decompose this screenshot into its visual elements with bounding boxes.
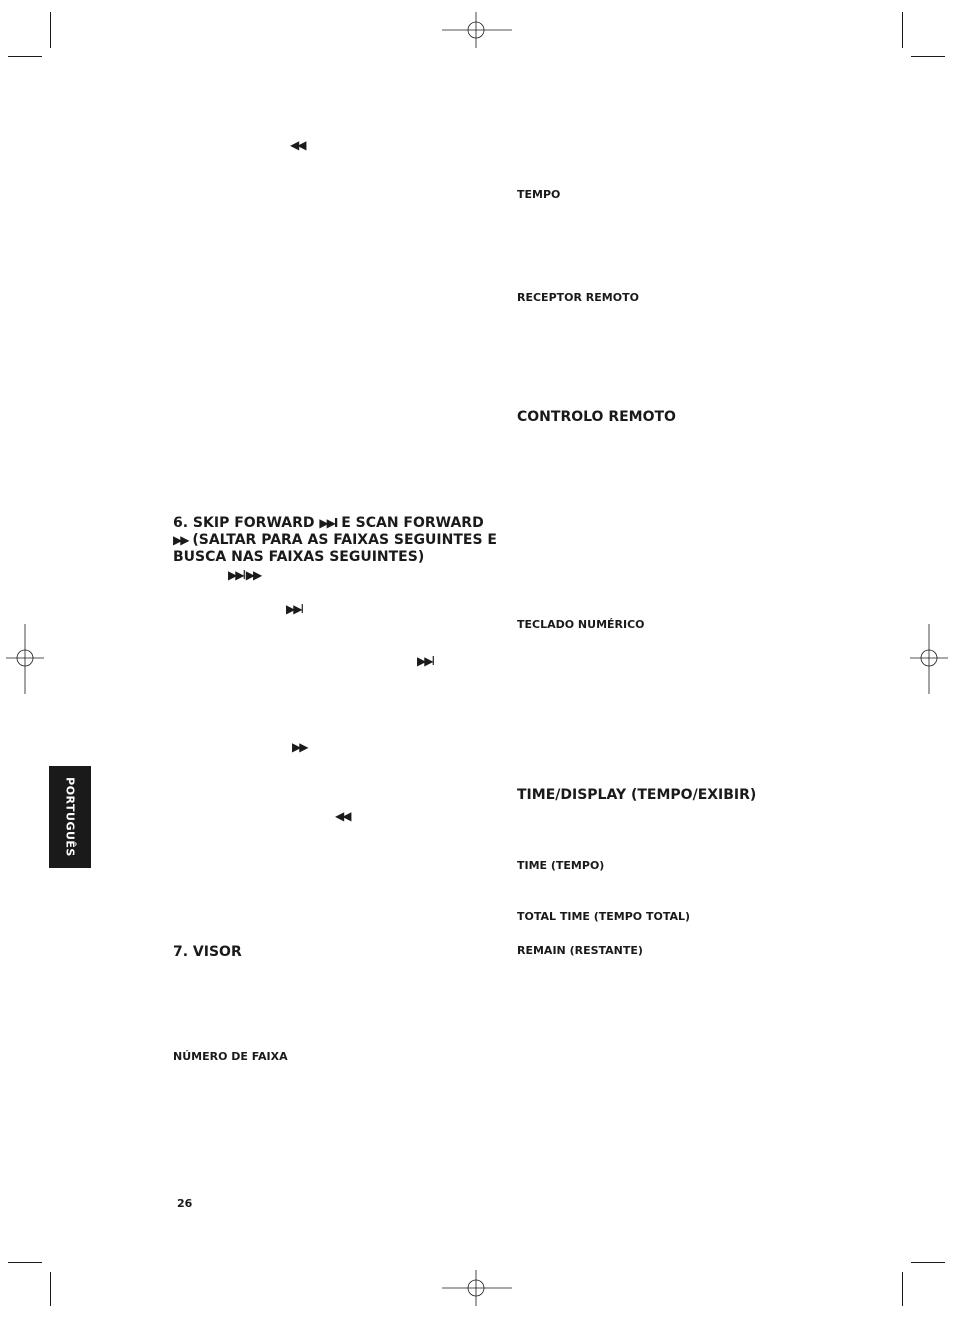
scan-forward-icon: ▶▶ <box>292 740 307 754</box>
track-number-label: NÚMERO DE FAIXA <box>173 1050 288 1063</box>
crop-mark <box>50 12 51 48</box>
registration-mark-left <box>6 624 44 694</box>
section-7-heading: 7. VISOR <box>173 944 242 960</box>
crop-mark <box>8 1262 42 1263</box>
crop-mark <box>8 56 42 57</box>
section-6-heading-part1: 6. SKIP FORWARD <box>173 515 315 531</box>
page-number: 26 <box>177 1197 193 1210</box>
registration-mark-top <box>442 12 512 48</box>
rewind-icon: ◀◀ <box>290 138 305 152</box>
remote-control-heading: CONTROLO REMOTO <box>517 409 676 425</box>
section-6-heading-part2: E SCAN FORWARD <box>341 515 484 531</box>
rewind-icon: ◀◀ <box>335 809 350 823</box>
crop-mark <box>902 12 903 48</box>
numeric-keypad-label: TECLADO NUMÉRICO <box>517 618 645 631</box>
language-tab-label: PORTUGUÊS <box>63 777 77 857</box>
tempo-label: TEMPO <box>517 188 561 201</box>
skip-forward-icon: ▶▶I <box>286 602 302 616</box>
language-tab <box>49 766 91 868</box>
total-time-label: TOTAL TIME (TEMPO TOTAL) <box>517 910 691 923</box>
crop-mark <box>50 1272 51 1306</box>
skip-forward-icon: ▶▶I <box>319 516 337 530</box>
skip-forward-icon: ▶▶I <box>417 654 433 668</box>
crop-mark <box>911 1262 945 1263</box>
time-display-heading: TIME/DISPLAY (TEMPO/EXIBIR) <box>517 787 757 803</box>
crop-mark <box>902 1272 903 1306</box>
remain-label: REMAIN (RESTANTE) <box>517 944 643 957</box>
remote-receiver-label: RECEPTOR REMOTO <box>517 291 639 304</box>
skip-scan-icons: ▶▶I ▶▶ <box>228 568 261 582</box>
section-6-heading <box>173 515 503 566</box>
registration-mark-right <box>910 624 948 694</box>
scan-forward-icon: ▶▶ <box>173 533 188 547</box>
crop-mark <box>911 56 945 57</box>
time-label: TIME (TEMPO) <box>517 859 605 872</box>
registration-mark-bottom <box>442 1270 512 1306</box>
section-6-heading-part3: (SALTAR PARA AS FAIXAS SEGUINTES E BUSCA NAS FAIXAS SEGUINTES) <box>173 532 497 565</box>
